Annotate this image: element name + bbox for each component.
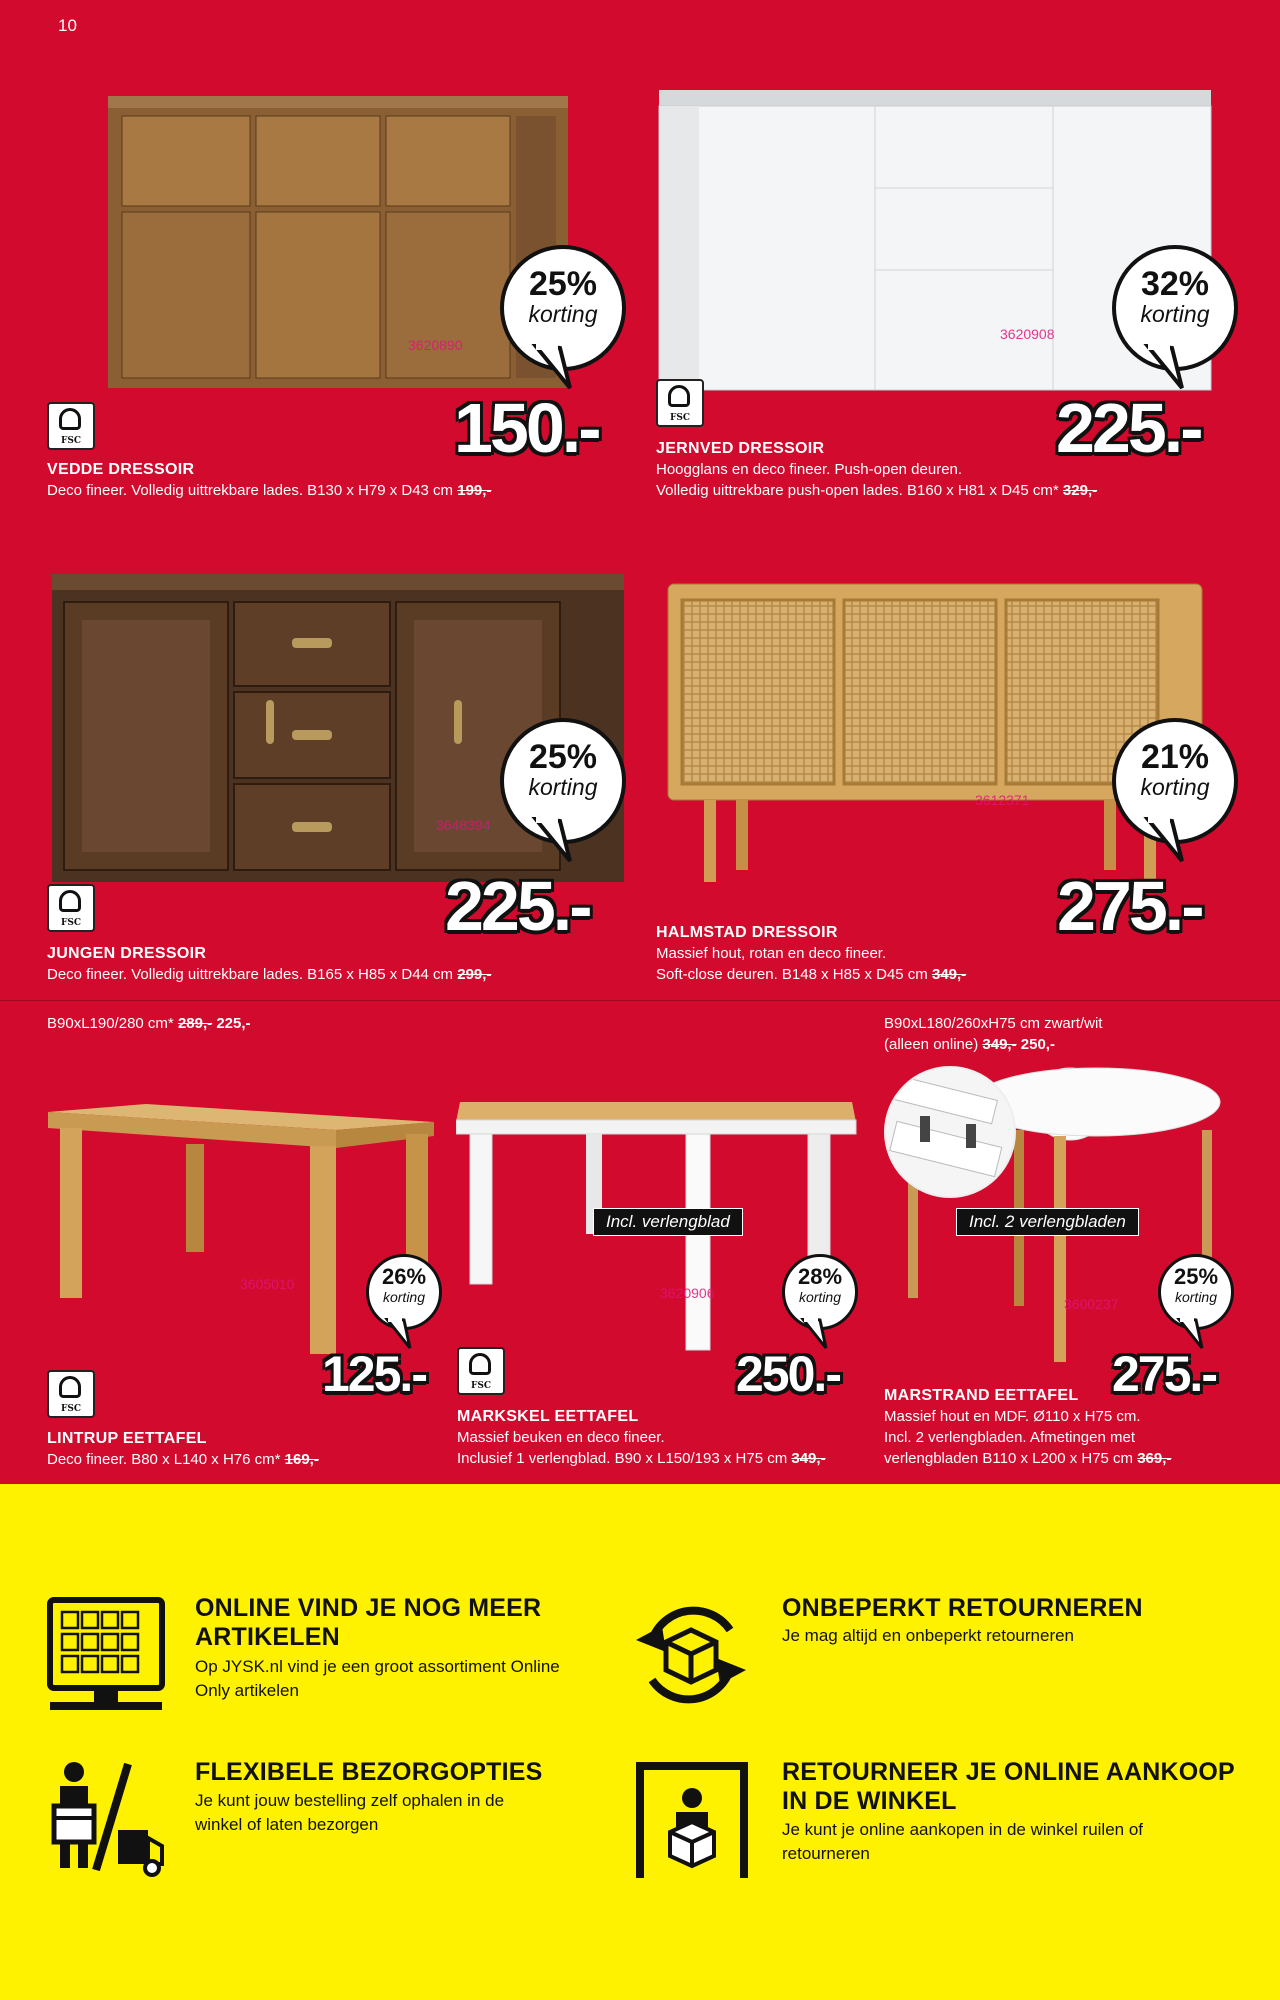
- product-code: 3605010: [240, 1276, 295, 1292]
- price: 275.-: [1112, 1346, 1216, 1402]
- discount-label: korting: [528, 774, 598, 800]
- product-description: Massief hout, rotan en deco fineer. Soft-close deuren. B148 x H85 x D45 cm 349,-: [656, 945, 967, 983]
- badge-tail-icon: [1142, 344, 1198, 390]
- product-title: VEDDE DRESSOIR: [47, 461, 195, 478]
- product-description: Massief hout en MDF. Ø110 x H75 cm. Incl. 2 verlengbladen. Afmetingen met verlengbladen B110 x L200 x H75 cm 369,-: [884, 1408, 1172, 1467]
- feature-text: Op JYSK.nl vind je een groot assortiment Online Only artikelen: [195, 1657, 560, 1700]
- extension-leaf-tag: Incl. 2 verlengbladen: [956, 1208, 1139, 1236]
- old-price: 349,-: [791, 1450, 826, 1467]
- discount-percent: 25%: [528, 265, 598, 303]
- discount-label: korting: [1174, 1289, 1218, 1305]
- price: 125.-: [322, 1346, 426, 1402]
- old-price: 299,-: [457, 966, 492, 983]
- feature-title: ONBEPERKT RETOURNEREN: [782, 1594, 1143, 1622]
- fsc-logo: FSC: [457, 1347, 505, 1395]
- product-title: LINTRUP EETTAFEL: [47, 1430, 207, 1447]
- price: 275.-: [1057, 867, 1202, 945]
- product-title: HALMSTAD DRESSOIR: [656, 924, 838, 941]
- extension-leaf-tag: Incl. verlengblad: [593, 1208, 743, 1236]
- product-description: Deco fineer. Volledig uittrekbare lades. B130 x H79 x D43 cm 199,-: [47, 482, 492, 499]
- feature-title: FLEXIBELE BEZORGOPTIES: [195, 1758, 543, 1786]
- fsc-logo: FSC: [656, 379, 704, 427]
- return-box-icon: [632, 1596, 750, 1714]
- product-code: 3612371: [975, 792, 1030, 808]
- price: 225.-: [445, 867, 590, 945]
- store-return-icon: [634, 1760, 750, 1878]
- feature-title: ONLINE VIND JE NOG MEER ARTIKELEN: [195, 1594, 542, 1651]
- price: 150.-: [454, 389, 599, 467]
- product-title: MARSTRAND EETTAFEL: [884, 1387, 1079, 1404]
- product-description: Deco fineer. Volledig uittrekbare lades. B165 x H85 x D44 cm 299,-: [47, 966, 492, 983]
- online-assortment-icon: [46, 1596, 166, 1714]
- section-divider: [0, 1000, 1280, 1001]
- discount-percent: 25%: [528, 738, 598, 776]
- fsc-logo: FSC: [47, 884, 95, 932]
- halmstad-dressoir-image: [664, 578, 1206, 884]
- variant-note: B90xL190/280 cm* 289,- 225,-: [47, 1015, 251, 1032]
- discount-label: korting: [1140, 774, 1210, 800]
- discount-percent: 25%: [1173, 1264, 1219, 1289]
- variant-note: B90xL180/260xH75 cm zwart/wit (alleen online) 349,- 250,-: [884, 1015, 1103, 1053]
- page-number: 10: [58, 16, 77, 35]
- product-code: 3648394: [436, 817, 491, 833]
- discount-percent: 26%: [381, 1264, 427, 1289]
- fsc-logo: FSC: [47, 402, 95, 450]
- feature-title: RETOURNEER JE ONLINE AANKOOP IN DE WINKEL: [782, 1758, 1235, 1815]
- product-title: JERNVED DRESSOIR: [656, 440, 825, 457]
- old-price: 329,-: [1062, 482, 1098, 499]
- price: 225.-: [1056, 389, 1201, 467]
- product-code: 3620908: [1000, 326, 1055, 342]
- discount-percent: 21%: [1140, 738, 1210, 776]
- badge-tail-icon: [1142, 817, 1198, 863]
- product-code: 3600237: [1064, 1296, 1119, 1312]
- services-section: [0, 1484, 1280, 2000]
- extension-detail-image: [884, 1066, 1016, 1198]
- fsc-logo: FSC: [47, 1370, 95, 1418]
- discount-label: korting: [528, 301, 598, 327]
- product-title: JUNGEN DRESSOIR: [47, 945, 207, 962]
- discount-percent: 28%: [797, 1264, 843, 1289]
- feature-text: Je kunt jouw bestelling zelf ophalen in de winkel of laten bezorgen: [195, 1791, 505, 1834]
- product-description: Massief beuken en deco fineer. Inclusief 1 verlengblad. B90 x L150/193 x H75 cm 349,-: [457, 1429, 826, 1467]
- badge-tail-icon: [530, 344, 586, 390]
- old-price: 369,-: [1137, 1450, 1172, 1467]
- product-description: Deco fineer. B80 x L140 x H76 cm* 169,-: [47, 1451, 319, 1468]
- product-description: Hoogglans en deco fineer. Push-open deuren. Volledig uittrekbare push-open lades. B160 x H81 x D45 cm* 329,-: [656, 461, 1098, 499]
- price: 250.-: [736, 1346, 840, 1402]
- badge-tail-icon: [530, 817, 586, 863]
- feature-text: Je kunt je online aankopen in de winkel ruilen of retourneren: [782, 1820, 1144, 1863]
- old-price: 169,-: [284, 1451, 319, 1468]
- product-title: MARKSKEL EETTAFEL: [457, 1408, 639, 1425]
- feature-text: Je mag altijd en onbeperkt retourneren: [782, 1626, 1075, 1645]
- discount-label: korting: [382, 1289, 426, 1305]
- product-code: 3620906: [660, 1285, 715, 1301]
- discount-label: korting: [1140, 301, 1210, 327]
- product-code: 3620890: [408, 337, 463, 353]
- delivery-truck-icon: [46, 1760, 166, 1878]
- old-price: 199,-: [457, 482, 492, 499]
- discount-percent: 32%: [1140, 265, 1210, 303]
- old-price: 349,-: [931, 966, 967, 983]
- vedde-dressoir-image: [100, 88, 570, 400]
- discount-label: korting: [798, 1289, 842, 1305]
